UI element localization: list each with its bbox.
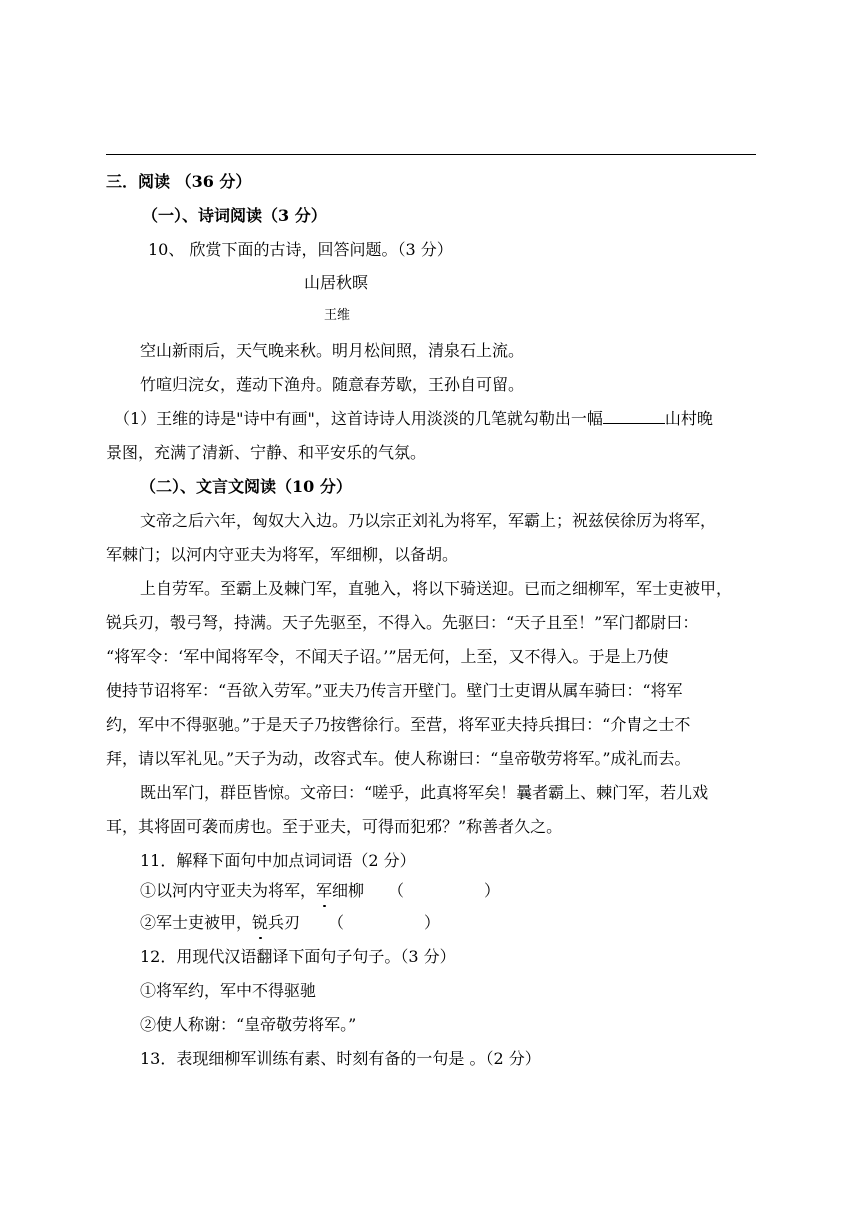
passage-line: 使持节诏将军：“吾欲入劳军。”亚夫乃传言开壁门。壁门士吏谓从属车骑曰：“将军: [106, 681, 683, 700]
q11-2-prefix: ②军士吏被甲，: [140, 913, 253, 932]
passage-line: 既出军门，群臣皆惊。文帝曰：“嗟乎，此真将军矣！曩者霸上、棘门军，若儿戏: [140, 783, 709, 802]
q11-1-prefix: ①以河内守亚夫为将军，: [140, 881, 317, 900]
q11-2-suffix: 兵刃: [268, 913, 301, 932]
poem-title: 山居秋暝: [304, 273, 369, 292]
q11-1-answer-paren: （ ）: [388, 881, 501, 900]
q11-1-suffix: 细柳: [332, 881, 365, 900]
question-10: 10、 欣赏下面的古诗，回答问题。（3 分）: [148, 240, 453, 259]
passage-line: 军棘门；以河内守亚夫为将军，军细柳，以备胡。: [106, 545, 459, 564]
question-11-2: [140, 912, 440, 934]
q11-2-answer-paren: （ ）: [328, 913, 441, 932]
question-10-1-text-a: （1）王维的诗是"诗中有画"，这首诗诗人用淡淡的几笔就勾勒出一幅: [114, 409, 603, 428]
passage-line: 文帝之后六年，匈奴大入边。乃以宗正刘礼为将军，军霸上；祝兹侯徐厉为将军，: [140, 511, 717, 530]
question-10-1: [114, 408, 713, 430]
emphasis-dot-word: 军: [316, 881, 333, 900]
emphasis-dot-word: 锐: [252, 913, 269, 932]
question-11: 11．解释下面句中加点词词语（2 分）: [140, 851, 416, 870]
section-title: 三．阅读 （36 分）: [106, 172, 252, 191]
question-11-1: [140, 880, 500, 902]
passage-line: 拜，请以军礼见。”天子为动，改容式车。使人称谢曰：“皇帝敬劳将军。”成礼而去。: [106, 749, 691, 768]
passage-line: 约，军中不得驱驰。”于是天子乃按辔徐行。至营，将军亚夫持兵揖曰：“介胄之士不: [106, 715, 691, 734]
question-12-2: ②使人称谢：“皇帝敬劳将军。”: [140, 1015, 357, 1034]
question-10-1-line-2: 景图，充满了清新、宁静、和平安乐的气氛。: [106, 443, 427, 462]
poem-author: 王维: [324, 308, 351, 323]
header-rule: [106, 154, 756, 155]
poetry-heading: （一）、诗词阅读（3 分）: [142, 206, 327, 225]
passage-line: 上自劳军。至霸上及棘门军，直驰入，将以下骑送迎。已而之细柳军，军士吏被甲，: [140, 579, 733, 598]
question-12: 12．用现代汉语翻译下面句子句子。（3 分）: [140, 947, 456, 966]
passage-line: “将军令：‘军中闻将军令，不闻天子诏。’”居无何，上至，又不得入。于是上乃使: [106, 647, 669, 666]
answer-blank: [603, 409, 665, 424]
passage-line: 锐兵刃，彀弓弩，持满。天子先驱至，不得入。先驱曰：“天子且至！”军门都尉曰：: [106, 613, 699, 632]
passage-line: 耳，其将固可袭而虏也。至于亚夫，可得而犯邪？”称善者久之。: [106, 817, 563, 836]
classical-heading: （二）、文言文阅读（10 分）: [140, 477, 352, 496]
question-13: 13．表现细柳军训练有素、时刻有备的一句是 。（2 分）: [140, 1049, 541, 1068]
question-10-1-text-b: 山村晚: [664, 409, 713, 428]
question-12-1: ①将军约，军中不得驱驰: [140, 981, 317, 1000]
poem-line-2: 竹喧归浣女，莲动下渔舟。随意春芳歇，王孙自可留。: [140, 375, 525, 394]
poem-line-1: 空山新雨后，天气晚来秋。明月松间照，清泉石上流。: [140, 341, 525, 360]
